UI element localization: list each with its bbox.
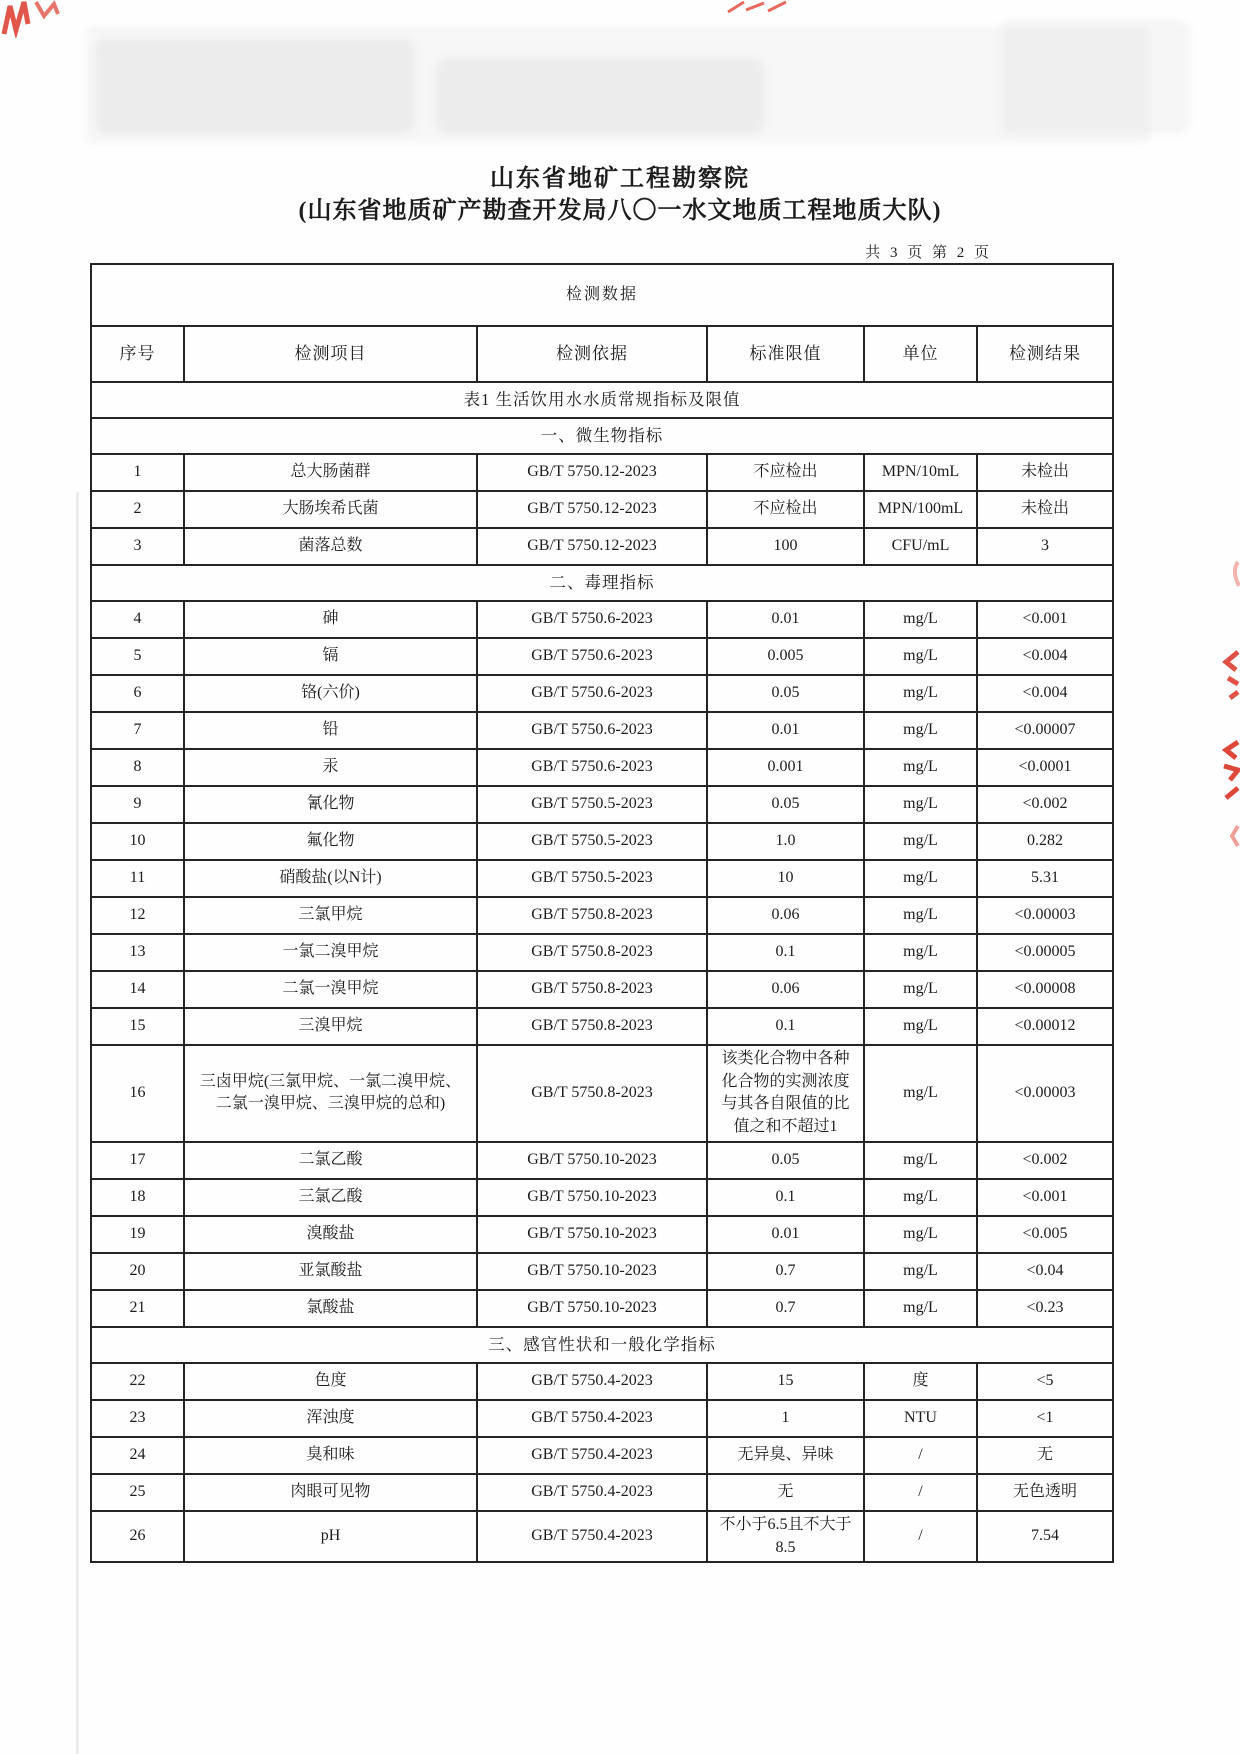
cell-limit: 0.01 [707, 712, 864, 749]
cell-result: 无色透明 [977, 1474, 1113, 1511]
cell-result: <0.00003 [977, 1045, 1113, 1142]
cell-unit: NTU [864, 1400, 977, 1437]
table-row [91, 1363, 1113, 1400]
cell-method: GB/T 5750.4-2023 [477, 1400, 707, 1437]
section-label: 二、毒理指标 [91, 565, 1113, 601]
cell-no: 5 [91, 638, 184, 675]
cell-limit: 1.0 [707, 823, 864, 860]
top-middle-seal-fragment-icon [726, 0, 790, 14]
cell-no: 23 [91, 1400, 184, 1437]
table-row [91, 897, 1113, 934]
table-title: 检测数据 [91, 264, 1113, 326]
cell-method: GB/T 5750.8-2023 [477, 971, 707, 1008]
cell-unit: mg/L [864, 712, 977, 749]
cell-method: GB/T 5750.4-2023 [477, 1474, 707, 1511]
cell-result: <0.005 [977, 1216, 1113, 1253]
cell-limit: 该类化合物中各种化合物的实测浓度与其各自限值的比值之和不超过1 [707, 1045, 864, 1142]
table-row [91, 638, 1113, 675]
cell-method: GB/T 5750.10-2023 [477, 1290, 707, 1327]
cell-result: <0.00012 [977, 1008, 1113, 1045]
cell-limit: 0.7 [707, 1290, 864, 1327]
cell-result: 未检出 [977, 491, 1113, 528]
table-row [91, 1290, 1113, 1327]
cell-unit: mg/L [864, 1290, 977, 1327]
cell-item: pH [184, 1511, 477, 1562]
cell-unit: mg/L [864, 638, 977, 675]
cell-method: GB/T 5750.6-2023 [477, 675, 707, 712]
cell-limit: 0.06 [707, 897, 864, 934]
cell-no: 1 [91, 454, 184, 491]
cell-unit: mg/L [864, 860, 977, 897]
table-row [91, 1142, 1113, 1179]
cell-no: 19 [91, 1216, 184, 1253]
cell-method: GB/T 5750.4-2023 [477, 1363, 707, 1400]
table-row [91, 1474, 1113, 1511]
cell-result: <0.00005 [977, 934, 1113, 971]
cell-result: <0.00003 [977, 897, 1113, 934]
column-header: 标准限值 [707, 326, 864, 382]
cell-limit: 0.01 [707, 1216, 864, 1253]
cell-result: <0.00008 [977, 971, 1113, 1008]
cell-no: 21 [91, 1290, 184, 1327]
cell-unit: mg/L [864, 971, 977, 1008]
cell-item: 砷 [184, 601, 477, 638]
cell-unit: MPN/100mL [864, 491, 977, 528]
column-header: 序号 [91, 326, 184, 382]
cell-no: 10 [91, 823, 184, 860]
table-row [91, 1008, 1113, 1045]
cell-method: GB/T 5750.4-2023 [477, 1437, 707, 1474]
table-row [91, 491, 1113, 528]
cell-item: 铬(六价) [184, 675, 477, 712]
cell-limit: 不小于6.5且不大于8.5 [707, 1511, 864, 1562]
cell-no: 13 [91, 934, 184, 971]
cell-item: 三氯乙酸 [184, 1179, 477, 1216]
right-edge-seal-fragment-icon [1228, 824, 1240, 848]
cell-no: 14 [91, 971, 184, 1008]
cell-result: <0.002 [977, 1142, 1113, 1179]
cell-limit: 10 [707, 860, 864, 897]
cell-result: <0.004 [977, 675, 1113, 712]
cell-no: 7 [91, 712, 184, 749]
top-left-seal-fragment-icon [0, 0, 62, 38]
cell-limit: 0.06 [707, 971, 864, 1008]
cell-limit: 无异臭、异味 [707, 1437, 864, 1474]
table-row [91, 675, 1113, 712]
section-label: 三、感官性状和一般化学指标 [91, 1327, 1113, 1363]
cell-no: 16 [91, 1045, 184, 1142]
page-number-info: 共 3 页 第 2 页 [865, 245, 992, 261]
cell-unit: CFU/mL [864, 528, 977, 565]
cell-result: <0.001 [977, 1179, 1113, 1216]
cell-item: 三溴甲烷 [184, 1008, 477, 1045]
table-row [91, 1045, 1113, 1142]
section-row [91, 418, 1113, 454]
cell-unit: mg/L [864, 1008, 977, 1045]
cell-no: 3 [91, 528, 184, 565]
cell-no: 17 [91, 1142, 184, 1179]
cell-unit: mg/L [864, 749, 977, 786]
cell-limit: 0.001 [707, 749, 864, 786]
cell-result: 0.282 [977, 823, 1113, 860]
cell-unit: mg/L [864, 934, 977, 971]
column-header: 检测项目 [184, 326, 477, 382]
table-row [91, 601, 1113, 638]
cell-method: GB/T 5750.10-2023 [477, 1216, 707, 1253]
cell-unit: mg/L [864, 601, 977, 638]
cell-item: 肉眼可见物 [184, 1474, 477, 1511]
cell-limit: 0.01 [707, 601, 864, 638]
table-row [91, 1216, 1113, 1253]
right-edge-seal-fragment-icon [1220, 740, 1240, 802]
cell-limit: 0.1 [707, 1008, 864, 1045]
cell-item: 氯酸盐 [184, 1290, 477, 1327]
cell-method: GB/T 5750.10-2023 [477, 1142, 707, 1179]
cell-no: 11 [91, 860, 184, 897]
cell-no: 12 [91, 897, 184, 934]
cell-method: GB/T 5750.5-2023 [477, 786, 707, 823]
cell-method: GB/T 5750.5-2023 [477, 823, 707, 860]
table-row [91, 1179, 1113, 1216]
cell-result: 3 [977, 528, 1113, 565]
scan-fold-line [76, 492, 79, 1754]
cell-result: <0.002 [977, 786, 1113, 823]
cell-result: 无 [977, 1437, 1113, 1474]
section-row [91, 382, 1113, 418]
cell-item: 总大肠菌群 [184, 454, 477, 491]
cell-unit: mg/L [864, 1216, 977, 1253]
cell-unit: mg/L [864, 1142, 977, 1179]
table-row [91, 1511, 1113, 1562]
cell-item: 色度 [184, 1363, 477, 1400]
cell-item: 二氯乙酸 [184, 1142, 477, 1179]
cell-no: 25 [91, 1474, 184, 1511]
cell-method: GB/T 5750.6-2023 [477, 601, 707, 638]
cell-result: <0.04 [977, 1253, 1113, 1290]
cell-method: GB/T 5750.8-2023 [477, 934, 707, 971]
table-row [91, 786, 1113, 823]
cell-limit: 0.05 [707, 1142, 864, 1179]
cell-limit: 不应检出 [707, 491, 864, 528]
cell-result: <0.00007 [977, 712, 1113, 749]
cell-method: GB/T 5750.6-2023 [477, 638, 707, 675]
table-row [91, 934, 1113, 971]
cell-limit: 0.7 [707, 1253, 864, 1290]
cell-unit: / [864, 1474, 977, 1511]
cell-method: GB/T 5750.12-2023 [477, 528, 707, 565]
section-row [91, 565, 1113, 601]
cell-item: 硝酸盐(以N计) [184, 860, 477, 897]
cell-result: <0.004 [977, 638, 1113, 675]
cell-limit: 0.1 [707, 934, 864, 971]
cell-unit: mg/L [864, 786, 977, 823]
cell-unit: mg/L [864, 1253, 977, 1290]
section-label: 表1 生活饮用水水质常规指标及限值 [91, 382, 1113, 418]
cell-method: GB/T 5750.8-2023 [477, 1045, 707, 1142]
table-row [91, 749, 1113, 786]
cell-item: 菌落总数 [184, 528, 477, 565]
cell-no: 8 [91, 749, 184, 786]
cell-item: 三氯甲烷 [184, 897, 477, 934]
cell-result: <0.001 [977, 601, 1113, 638]
cell-unit: MPN/10mL [864, 454, 977, 491]
table-row [91, 528, 1113, 565]
column-header: 单位 [864, 326, 977, 382]
table-row [91, 971, 1113, 1008]
cell-no: 18 [91, 1179, 184, 1216]
cell-method: GB/T 5750.8-2023 [477, 1008, 707, 1045]
cell-item: 三卤甲烷(三氯甲烷、一氯二溴甲烷、二氯一溴甲烷、三溴甲烷的总和) [184, 1045, 477, 1142]
cell-method: GB/T 5750.12-2023 [477, 454, 707, 491]
cell-item: 亚氯酸盐 [184, 1253, 477, 1290]
cell-unit: mg/L [864, 823, 977, 860]
test-results-table [90, 263, 1114, 1563]
scan-noise-blob [1000, 20, 1190, 135]
cell-item: 汞 [184, 749, 477, 786]
table-row [91, 1253, 1113, 1290]
org-title: 山东省地矿工程勘察院 [490, 166, 750, 192]
cell-method: GB/T 5750.12-2023 [477, 491, 707, 528]
cell-no: 22 [91, 1363, 184, 1400]
cell-limit: 无 [707, 1474, 864, 1511]
table-title-row [91, 264, 1113, 326]
cell-limit: 不应检出 [707, 454, 864, 491]
cell-item: 一氯二溴甲烷 [184, 934, 477, 971]
cell-unit: mg/L [864, 897, 977, 934]
cell-result: <0.0001 [977, 749, 1113, 786]
table-row [91, 1437, 1113, 1474]
org-subtitle: (山东省地质矿产勘查开发局八〇一水文地质工程地质大队) [298, 198, 942, 224]
column-header: 检测结果 [977, 326, 1113, 382]
cell-limit: 0.05 [707, 675, 864, 712]
table-row [91, 454, 1113, 491]
cell-method: GB/T 5750.10-2023 [477, 1179, 707, 1216]
cell-result: 5.31 [977, 860, 1113, 897]
cell-unit: mg/L [864, 1179, 977, 1216]
cell-no: 6 [91, 675, 184, 712]
table-row [91, 1400, 1113, 1437]
cell-item: 臭和味 [184, 1437, 477, 1474]
cell-method: GB/T 5750.5-2023 [477, 860, 707, 897]
cell-result: 7.54 [977, 1511, 1113, 1562]
cell-result: 未检出 [977, 454, 1113, 491]
cell-limit: 0.005 [707, 638, 864, 675]
cell-limit: 15 [707, 1363, 864, 1400]
table-row [91, 823, 1113, 860]
table-row [91, 860, 1113, 897]
section-label: 一、微生物指标 [91, 418, 1113, 454]
cell-unit: 度 [864, 1363, 977, 1400]
section-row [91, 1327, 1113, 1363]
cell-item: 铅 [184, 712, 477, 749]
scan-noise-blob [435, 58, 765, 134]
cell-no: 15 [91, 1008, 184, 1045]
table-row [91, 712, 1113, 749]
cell-no: 2 [91, 491, 184, 528]
cell-no: 26 [91, 1511, 184, 1562]
cell-method: GB/T 5750.6-2023 [477, 749, 707, 786]
cell-item: 氟化物 [184, 823, 477, 860]
cell-unit: mg/L [864, 675, 977, 712]
cell-item: 溴酸盐 [184, 1216, 477, 1253]
scan-noise-blob [95, 38, 415, 134]
column-header: 检测依据 [477, 326, 707, 382]
cell-limit: 0.1 [707, 1179, 864, 1216]
cell-item: 大肠埃希氏菌 [184, 491, 477, 528]
right-edge-seal-fragment-icon [1224, 560, 1240, 600]
cell-method: GB/T 5750.10-2023 [477, 1253, 707, 1290]
cell-unit: mg/L [864, 1045, 977, 1142]
cell-no: 24 [91, 1437, 184, 1474]
cell-item: 镉 [184, 638, 477, 675]
cell-method: GB/T 5750.4-2023 [477, 1511, 707, 1562]
cell-result: <5 [977, 1363, 1113, 1400]
right-edge-seal-fragment-icon [1222, 648, 1240, 700]
cell-unit: / [864, 1511, 977, 1562]
cell-result: <0.23 [977, 1290, 1113, 1327]
cell-method: GB/T 5750.6-2023 [477, 712, 707, 749]
cell-item: 二氯一溴甲烷 [184, 971, 477, 1008]
cell-item: 氰化物 [184, 786, 477, 823]
cell-no: 4 [91, 601, 184, 638]
cell-method: GB/T 5750.8-2023 [477, 897, 707, 934]
cell-result: <1 [977, 1400, 1113, 1437]
cell-limit: 1 [707, 1400, 864, 1437]
cell-limit: 0.05 [707, 786, 864, 823]
cell-item: 浑浊度 [184, 1400, 477, 1437]
cell-no: 20 [91, 1253, 184, 1290]
cell-no: 9 [91, 786, 184, 823]
cell-limit: 100 [707, 528, 864, 565]
column-header-row [91, 326, 1113, 382]
cell-unit: / [864, 1437, 977, 1474]
